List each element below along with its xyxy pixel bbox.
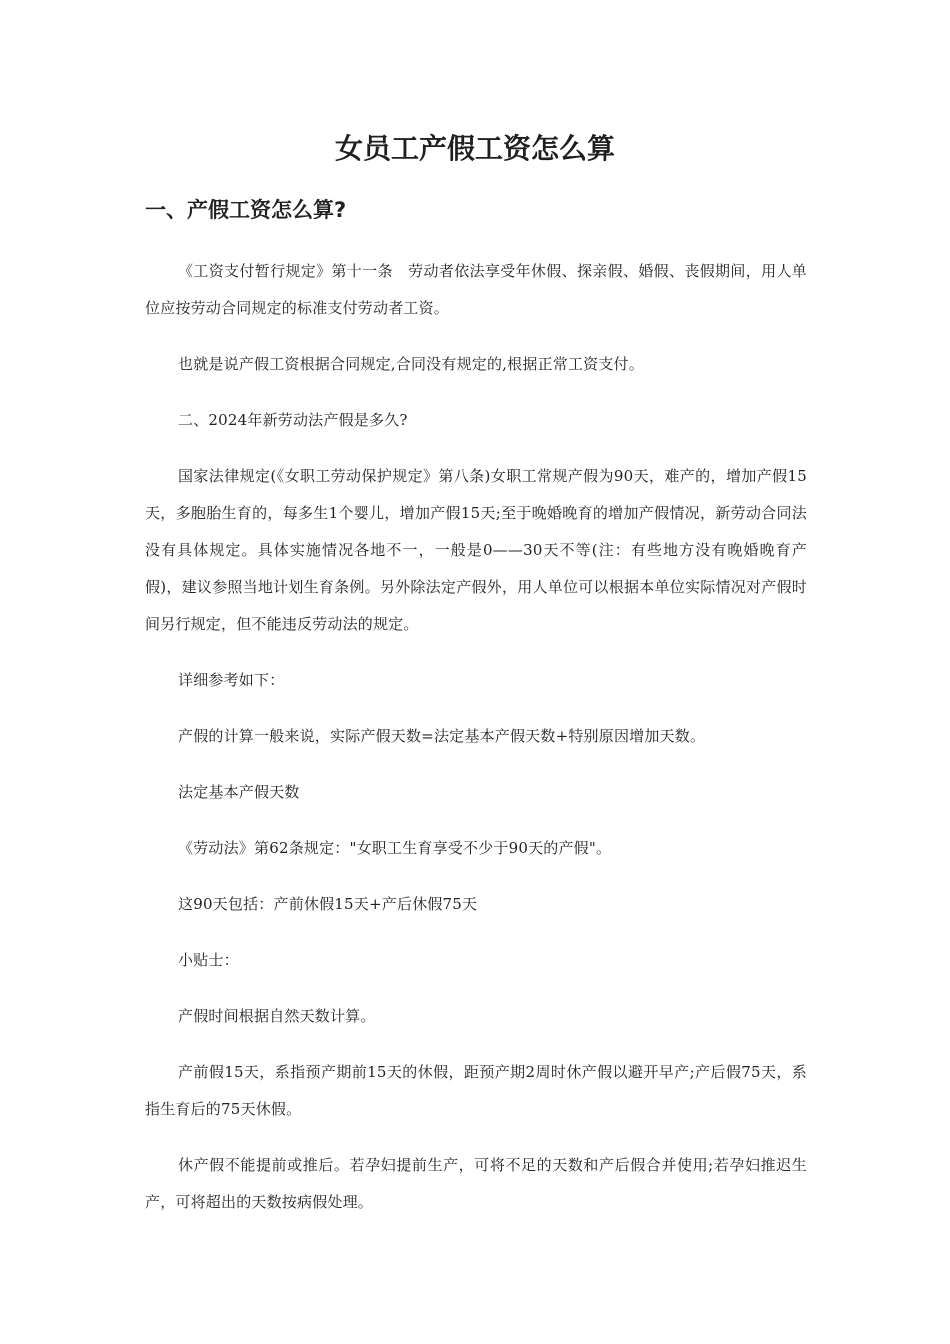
document-title: 女员工产假工资怎么算 [334,132,615,165]
paragraph-subheading: 二、2024年新劳动法产假是多久? [178,411,408,429]
paragraph: 也就是说产假工资根据合同规定,合同没有规定的,根据正常工资支付。 [178,355,644,373]
paragraph: 产假的计算一般来说，实际产假天数=法定基本产假天数+特别原因增加天数。 [178,727,706,745]
section-heading: 一、产假工资怎么算? [145,198,347,222]
paragraph: 产假时间根据自然天数计算。 [178,1007,376,1025]
paragraph: 产前假15天，系指预产期前15天的休假，距预产期2周时休产假以避开早产;产后假75天，系指生育后的75天休假。 [145,1063,807,1118]
paragraph: 这90天包括：产前休假15天+产后休假75天 [178,895,478,913]
paragraph: 小贴士： [178,951,239,969]
paragraph: 详细参考如下： [178,671,285,689]
paragraph: 休产假不能提前或推后。若孕妇提前生产，可将不足的天数和产后假合并使用;若孕妇推迟生产，可将超出的天数按病假处理。 [145,1156,807,1211]
paragraph: 《劳动法》第62条规定："女职工生育享受不少于90天的产假"。 [178,839,612,857]
document-body [145,253,807,1240]
paragraph: 法定基本产假天数 [178,783,300,801]
paragraph: 国家法律规定(《女职工劳动保护规定》第八条)女职工常规产假为90天，难产的，增加产假15天，多胞胎生育的，每多生1个婴儿，增加产假15天;至于晚婚晚育的增加产假情况，新劳动合同法没有具体规定。具体实施情况各地不一，一般是0——30天不等(注：有些地方没有晚婚晚育产假)，建议参照当地计划生育条例。另外除法定产假外，用人单位可以根据本单位实际情况对产假时间另行规定，但不能违反劳动法的规定。 [145,467,807,633]
paragraph: 《工资支付暂行规定》第十一条 劳动者依法享受年休假、探亲假、婚假、丧假期间，用人单位应按劳动合同规定的标准支付劳动者工资。 [145,262,807,317]
